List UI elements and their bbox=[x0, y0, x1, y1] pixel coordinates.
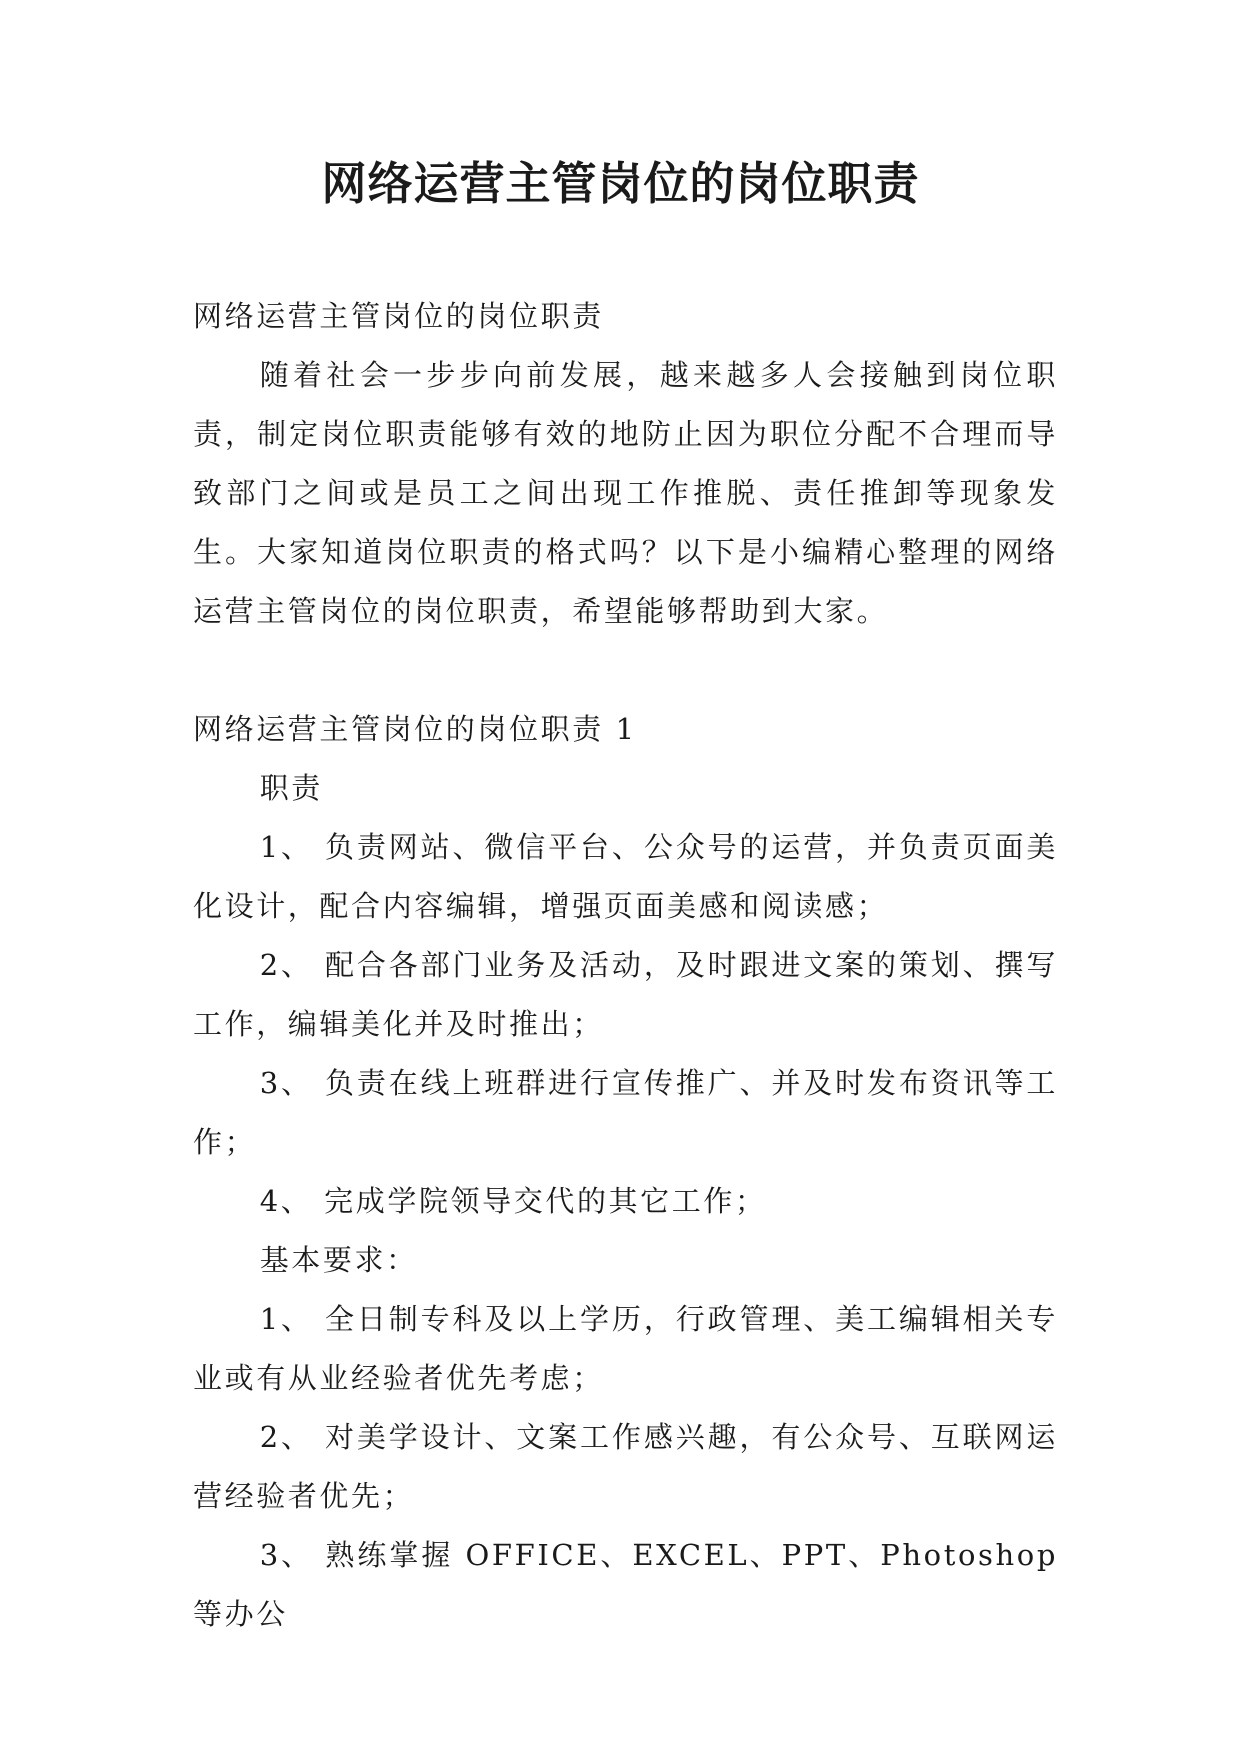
subtitle: 网络运营主管岗位的岗位职责 bbox=[193, 299, 604, 333]
requirement-item: 2、 对美学设计、文案工作感兴趣，有公众号、互联网运营经验者优先； bbox=[193, 1420, 1058, 1513]
requirement-item: 1、 全日制专科及以上学历，行政管理、美工编辑相关专业或有从业经验者优先考虑； bbox=[193, 1302, 1058, 1395]
intro-paragraph: 随着社会一步步向前发展，越来越多人会接触到岗位职责，制定岗位职责能够有效的地防止因为职位分配不合理而导致部门之间或是员工之间出现工作推脱、责任推卸等现象发生。大家知道岗位职责的格式吗？以下是小编精心整理的网络运营主管岗位的岗位职责，希望能够帮助到大家。 bbox=[193, 358, 1058, 628]
duty-item: 4、 完成学院领导交代的其它工作； bbox=[259, 1184, 767, 1218]
duty-item: 3、 负责在线上班群进行宣传推广、并及时发布资讯等工作； bbox=[193, 1066, 1058, 1159]
requirements-heading: 基本要求： bbox=[259, 1243, 418, 1277]
duty-item: 1、 负责网站、微信平台、公众号的运营，并负责页面美化设计，配合内容编辑，增强页面美感和阅读感； bbox=[193, 830, 1058, 923]
requirement-item: 3、 熟练掌握 OFFICE、EXCEL、PPT、Photoshop 等办公 bbox=[193, 1538, 1058, 1631]
section-heading: 网络运营主管岗位的岗位职责 1 bbox=[193, 712, 637, 746]
document-body bbox=[193, 287, 1058, 1644]
duties-heading: 职责 bbox=[259, 771, 323, 805]
paragraph-gap bbox=[193, 641, 1058, 700]
duty-item: 2、 配合各部门业务及活动，及时跟进文案的策划、撰写工作，编辑美化并及时推出； bbox=[193, 948, 1058, 1041]
document-title: 网络运营主管岗位的岗位职责 bbox=[321, 157, 920, 210]
